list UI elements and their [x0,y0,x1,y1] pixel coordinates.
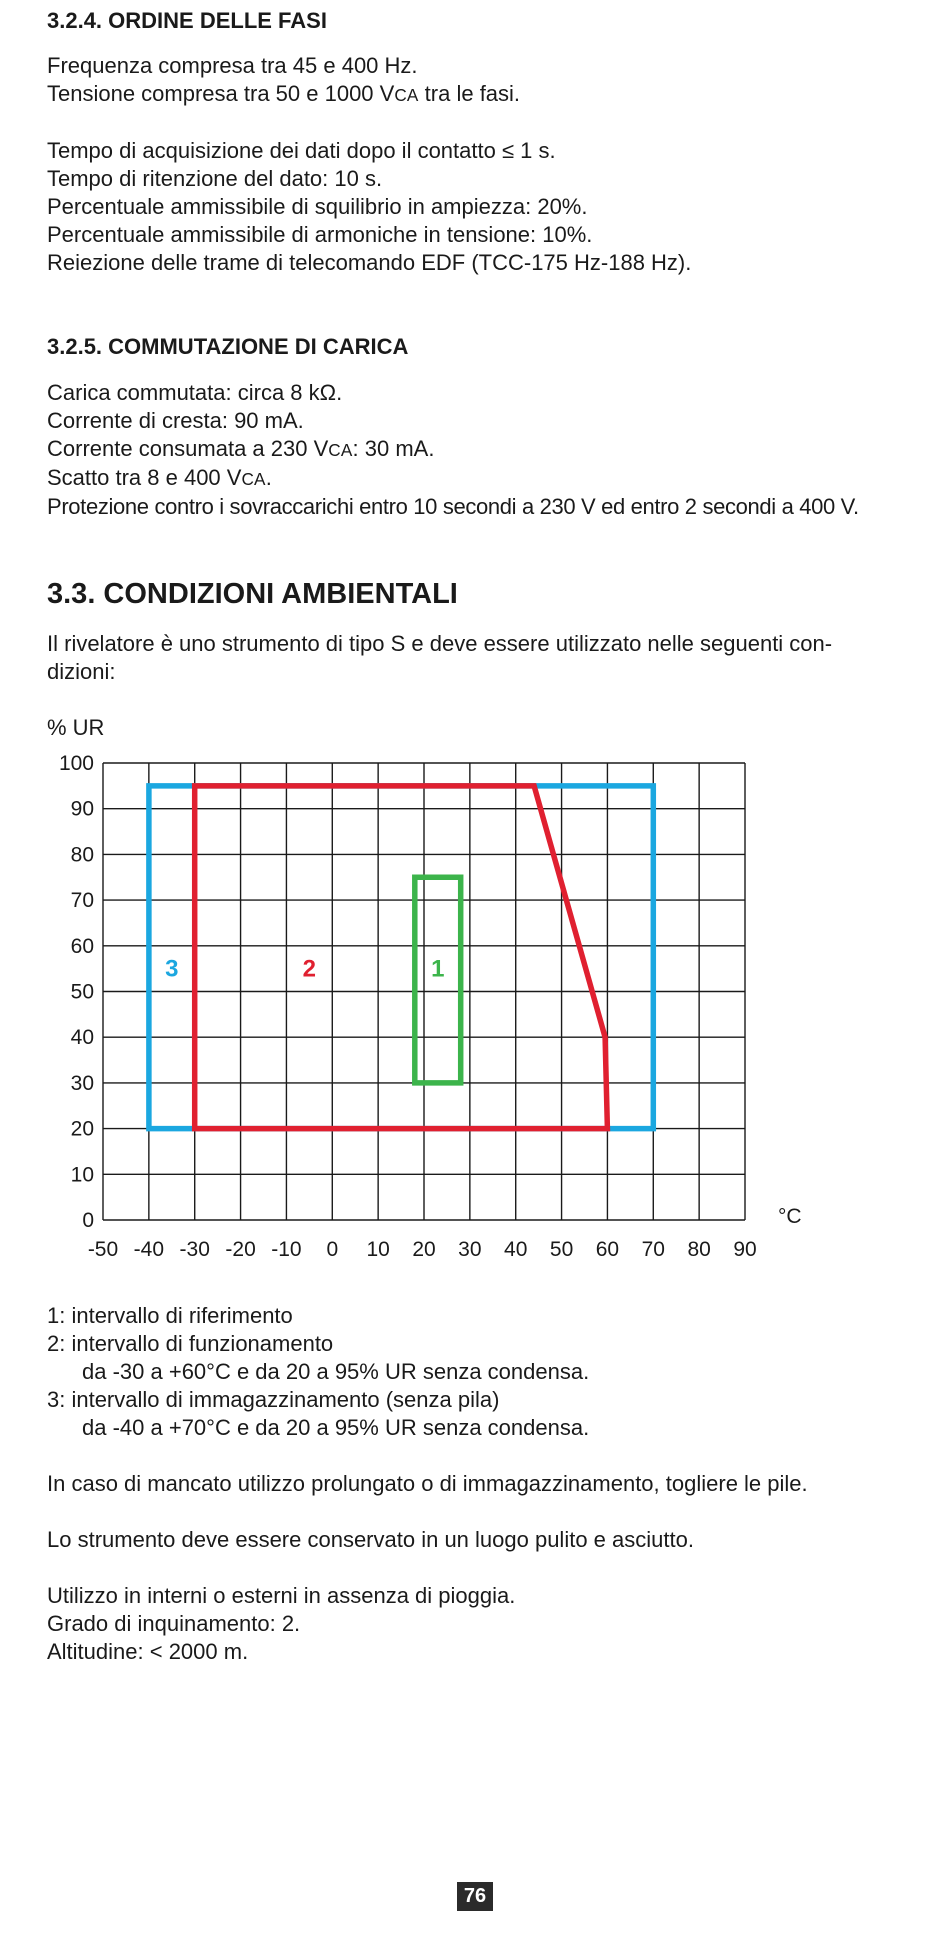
consumed-current-unit: CA [328,440,353,460]
y-tick-label: 80 [70,843,94,867]
consumed-current-main: Corrente consumata a 230 V [47,436,329,461]
legend-item-3-detail: da -40 a +70°C e da 20 a 95% UR senza condensa. [82,1415,590,1440]
x-tick-label: 60 [595,1238,620,1261]
y-tick-label: 10 [70,1163,94,1187]
series-1-label: 1 [431,955,445,983]
chart-legend [47,1302,808,1666]
legend-item-3: 3: intervallo di immagazzinamento (senza pila) [47,1387,500,1412]
trip-text-main: Scatto tra 8 e 400 V [47,465,242,490]
series-3-label: 3 [165,955,179,983]
legend-item-1: 1: intervallo di riferimento [47,1303,293,1328]
storage-note: Lo strumento deve essere conservato in un luogo pulito e asciutto. [47,1527,694,1552]
acquisition-time-text: Tempo di acquisizione dei dati dopo il contatto ≤ 1 s. [47,138,556,163]
x-tick-label: 0 [326,1238,339,1261]
y-tick-label: 50 [70,980,94,1004]
trip-text-unit: CA [241,469,266,489]
section-324-heading: 3.2.4. ORDINE DELLE FASI [47,8,327,33]
intro-line-1: Il rivelatore è uno strumento di tipo S e deve essere utilizzato nelle seguenti con- [47,631,833,656]
legend-item-2: 2: intervallo di funzionamento [47,1331,334,1356]
y-tick-label: 30 [70,1071,94,1095]
y-tick-label: 40 [70,1026,94,1050]
x-tick-label: 70 [641,1238,665,1261]
x-tick-label: -30 [179,1238,210,1261]
batteries-note: In caso di mancato utilizzo prolungato o di immagazzinamento, togliere le pile. [47,1471,808,1496]
retention-time-text: Tempo di ritenzione del dato: 10 s. [47,166,383,191]
section-33-heading: 3.3. CONDIZIONI AMBIENTALI [47,578,458,610]
x-tick-label: 10 [366,1238,390,1261]
y-tick-label: 90 [70,797,94,821]
voltage-text-tail: tra le fasi. [418,81,521,106]
overload-protection-text: Protezione contro i sovraccarichi entro 10 secondi a 230 V ed entro 2 secondi a 400 V. [47,494,859,519]
frequency-text: Frequenza compresa tra 45 e 400 Hz. [47,53,418,78]
x-tick-label: 20 [412,1238,436,1261]
voltage-text-unit: CA [394,85,419,105]
harmonics-text: Percentuale ammissibile di armoniche in tensione: 10%. [47,222,593,247]
rejection-text: Reiezione delle trame di telecomando EDF (TCC-175 Hz-188 Hz). [47,250,692,275]
y-tick-label: 70 [70,889,94,913]
x-axis-label: °C [778,1205,802,1228]
x-tick-label: 80 [687,1238,711,1261]
y-axis-label: % UR [47,715,105,740]
x-tick-label: -20 [225,1238,256,1261]
y-tick-label: 100 [58,752,94,775]
series-2-label: 2 [302,955,317,983]
x-tick-label: -10 [271,1238,302,1261]
intro-line-2: dizioni: [47,659,116,684]
altitude-note: Altitudine: < 2000 m. [47,1639,249,1664]
y-tick-label: 20 [70,1117,94,1141]
x-tick-label: -50 [87,1238,119,1261]
series-3-outline [149,786,653,1129]
legend-item-2-detail: da -30 a +60°C e da 20 a 95% UR senza condensa. [82,1359,590,1384]
unbalance-text: Percentuale ammissibile di squilibrio in ampiezza: 20%. [47,194,588,219]
switched-load-text: Carica commutata: circa 8 kΩ. [47,380,343,405]
x-tick-label: 90 [733,1238,757,1261]
pollution-note: Grado di inquinamento: 2. [47,1611,301,1636]
x-tick-label: 50 [549,1238,574,1261]
series-2-outline [195,786,608,1129]
consumed-current-tail: : 30 mA. [352,436,435,461]
page-number: 76 [457,1882,493,1911]
trip-text-tail: . [265,465,272,490]
peak-current-text: Corrente di cresta: 90 mA. [47,408,304,433]
x-tick-label: 30 [458,1238,482,1261]
usage-note: Utilizzo in interni o esterni in assenza di pioggia. [47,1583,516,1608]
voltage-text-main: Tensione compresa tra 50 e 1000 V [47,81,395,106]
x-tick-label: 40 [504,1238,528,1261]
y-tick-label: 0 [82,1209,94,1232]
x-tick-label: -40 [133,1238,165,1261]
y-tick-label: 60 [70,934,94,958]
section-325-heading: 3.2.5. COMMUTAZIONE DI CARICA [47,334,409,359]
